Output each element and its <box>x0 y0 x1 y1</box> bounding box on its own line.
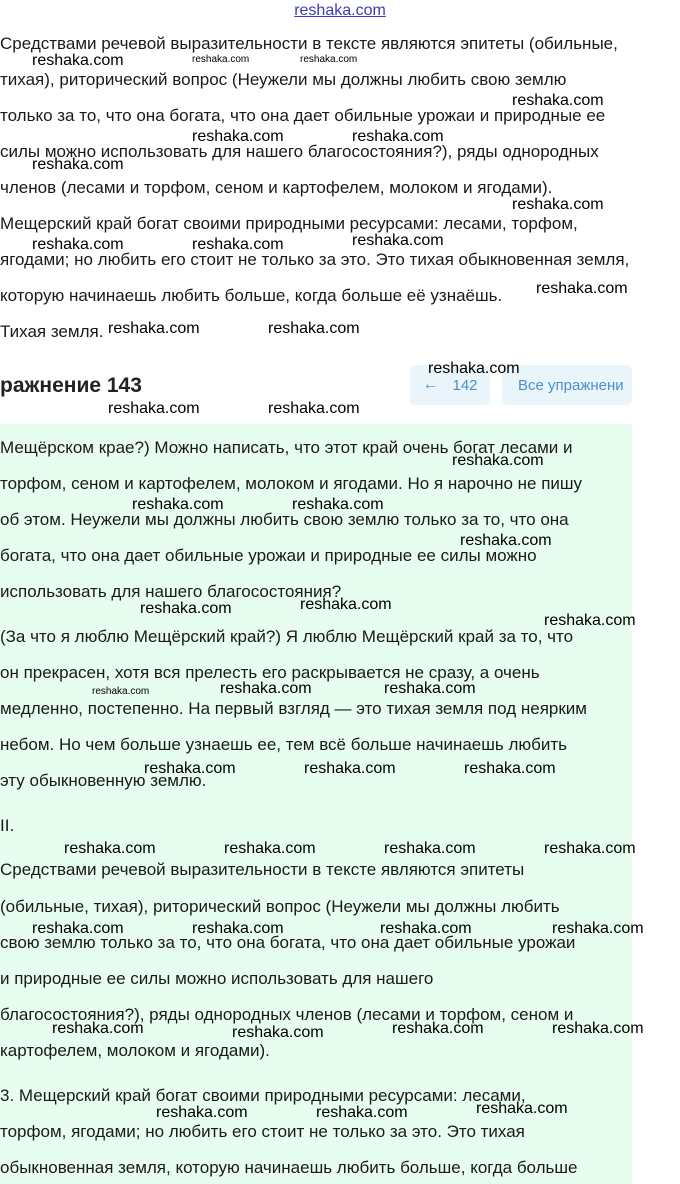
watermark: reshaka.com <box>32 920 124 937</box>
answer-line: эту обыкновенную землю. <box>0 771 207 790</box>
text-line: только за то, что она богата, что она дает обильные урожаи и природные ее <box>0 106 606 125</box>
answer-line: торфом, ягодами; но любить его стоит не только за это. Это тихая <box>0 1122 525 1141</box>
watermark: reshaka.com <box>132 496 224 513</box>
watermark: reshaka.com <box>352 232 444 249</box>
watermark: reshaka.com <box>108 320 200 337</box>
text-line: ягодами; но любить его стоит не только за это. Это тихая обыкновенная земля, <box>0 250 630 269</box>
watermark: reshaka.com <box>224 840 316 857</box>
watermark: reshaka.com <box>192 128 284 145</box>
prev-exercise-label: 142 <box>452 376 478 394</box>
arrow-left-icon: ← <box>422 376 439 393</box>
watermark: reshaka.com <box>292 496 384 513</box>
site-header-link[interactable]: reshaka.com <box>294 2 386 19</box>
answer-line: (За что я люблю Мещёрский край?) Я люблю Мещёрский край за то, что <box>0 627 574 646</box>
answer-line: богата, что она дает обильные урожаи и природные ее силы можно <box>0 546 537 565</box>
answer-line: небом. Но чем больше узнаешь ее, тем всё больше начинаешь любить <box>0 735 568 754</box>
watermark: reshaka.com <box>544 840 636 857</box>
watermark: reshaka.com <box>144 760 236 777</box>
watermark: reshaka.com <box>552 1020 644 1037</box>
watermark: reshaka.com <box>316 1104 408 1121</box>
answer-line: торфом, сеном и картофелем, молоком и ягодами. Но я нарочно не пишу <box>0 474 583 493</box>
answer-line: картофелем, молоком и ягодами). <box>0 1041 270 1060</box>
watermark: reshaka.com <box>380 920 472 937</box>
watermark: reshaka.com <box>300 54 358 65</box>
watermark: reshaka.com <box>392 1020 484 1037</box>
text-line: которую начинаешь любить больше, когда больше её узнаёшь. <box>0 286 503 305</box>
watermark: reshaka.com <box>452 452 544 469</box>
watermark: reshaka.com <box>352 128 444 145</box>
watermark: reshaka.com <box>464 760 556 777</box>
watermark: reshaka.com <box>156 1104 248 1121</box>
watermark: reshaka.com <box>428 360 520 377</box>
text-line: Мещерский край богат своими природными ресурсами: лесами, торфом, <box>0 214 578 233</box>
watermark: reshaka.com <box>232 1024 324 1041</box>
text-line: Средствами речевой выразительности в тексте являются эпитеты (обильные, <box>0 34 618 53</box>
answer-line: использовать для нашего благосостояния? <box>0 582 342 601</box>
watermark: reshaka.com <box>384 840 476 857</box>
text-line: силы можно использовать для нашего благосостояния?), ряды однородных <box>0 142 599 161</box>
watermark: reshaka.com <box>192 54 250 65</box>
watermark: reshaka.com <box>300 596 392 613</box>
answer-line: обыкновенная земля, которую начинаешь любить больше, когда больше <box>0 1158 578 1177</box>
answer-line: он прекрасен, хотя вся прелесть его раскрывается не сразу, а очень <box>0 663 540 682</box>
watermark: reshaka.com <box>192 920 284 937</box>
watermark: reshaka.com <box>52 1020 144 1037</box>
watermark: reshaka.com <box>64 840 156 857</box>
all-exercises-label: Все упражнени <box>518 376 624 394</box>
watermark: reshaka.com <box>220 680 312 697</box>
watermark: reshaka.com <box>512 196 604 213</box>
watermark: reshaka.com <box>32 236 124 253</box>
watermark: reshaka.com <box>192 236 284 253</box>
watermark: reshaka.com <box>384 680 476 697</box>
watermark: reshaka.com <box>268 400 360 417</box>
answer-line: свою землю только за то, что она богата, что она дает обильные урожаи <box>0 933 576 952</box>
answer-line: Средствами речевой выразительности в тексте являются эпитеты <box>0 860 525 879</box>
watermark: reshaka.com <box>544 612 636 629</box>
answer-line: 3. Мещерский край богат своими природными ресурсами: лесами, <box>0 1086 526 1105</box>
watermark: reshaka.com <box>140 600 232 617</box>
watermark: reshaka.com <box>92 686 150 697</box>
answer-line: и природные ее силы можно использовать для нашего <box>0 969 434 988</box>
all-exercises-button[interactable] <box>502 365 632 405</box>
watermark: reshaka.com <box>512 92 604 109</box>
answer-line: медленно, постепенно. На первый взгляд — это тихая земля под неярким <box>0 699 587 718</box>
text-line: Тихая земля. <box>0 322 104 341</box>
watermark: reshaka.com <box>32 156 124 173</box>
watermark: reshaka.com <box>552 920 644 937</box>
answer-line: об этом. Неужели мы должны любить свою землю только за то, что она <box>0 510 569 529</box>
text-line: членов (лесами и торфом, сеном и картофелем, молоком и ягодами). <box>0 178 553 197</box>
watermark: reshaka.com <box>304 760 396 777</box>
answer-line: благосостояния?), ряды однородных членов (лесами и торфом, сеном и <box>0 1005 574 1024</box>
answer-line: (обильные, тихая), риторический вопрос (Неужели мы должны любить <box>0 897 560 916</box>
watermark: reshaka.com <box>476 1100 568 1117</box>
watermark: reshaka.com <box>268 320 360 337</box>
watermark: reshaka.com <box>108 400 200 417</box>
exercise-title: ражнение 143 <box>0 374 142 397</box>
answer-line: Мещёрском крае?) Можно написать, что этот край очень богат лесами и <box>0 438 573 457</box>
answer-line: II. <box>0 816 15 835</box>
text-line: тихая), риторический вопрос (Неужели мы должны любить свою землю <box>0 70 567 89</box>
watermark: reshaka.com <box>32 52 124 69</box>
watermark: reshaka.com <box>536 280 628 297</box>
watermark: reshaka.com <box>460 532 552 549</box>
